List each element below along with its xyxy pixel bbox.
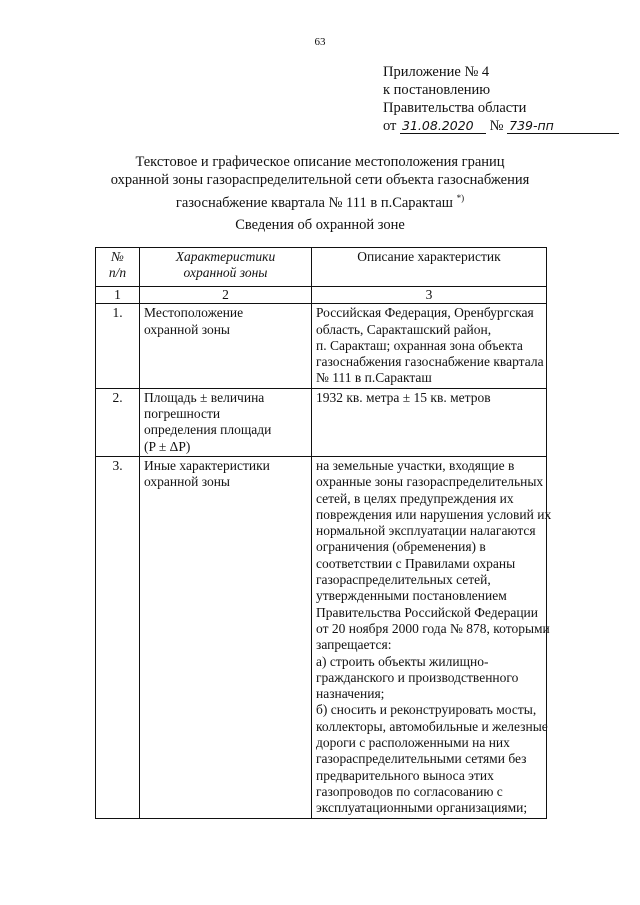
description-line: утвержденными постановлением [316,588,507,604]
description-line: назначения; [316,686,385,702]
handwritten-date: 31.08.2020 [400,119,486,134]
description-line: предварительного выноса этих [316,767,494,783]
table-row [96,304,547,388]
characteristic-line: Иные характеристики [144,457,270,473]
table-index-row [96,287,547,304]
description-line: газоснабжения газоснабжение квартала [316,354,544,370]
row-description [312,304,547,388]
from-label: от [383,118,397,134]
row-characteristic [140,388,312,456]
characteristic-line: Площадь ± величина [144,389,265,405]
description-line: нормальной эксплуатации налагаются [316,523,536,539]
row-description [312,388,547,456]
table-row [96,388,547,456]
description-line: Правительства Российской Федерации [316,604,538,620]
appendix-line-government: Правительства области [383,100,527,116]
description-line: охранные зоны газораспределительных [316,474,544,490]
title-line-3: газоснабжение квартала № 111 в п.Саракташ *) [175,193,465,211]
description-line: а) строить объекты жилищно- [316,653,489,669]
appendix-block [383,63,619,135]
characteristic-line: охранной зоны [144,474,231,490]
description-line: газораспределительных сетей, [316,572,491,588]
description-line: ограничения (обременения) в [316,539,486,555]
row-characteristic [140,304,312,388]
row-characteristic [140,456,312,818]
row-description [312,456,552,818]
row-number: 2. [96,388,140,456]
header-description: Описание характеристик [312,248,547,287]
description-line: сетей, в целях предупреждения их [316,490,514,506]
description-line: соответствии с Правилами охраны [316,555,516,571]
footnote-mark: *) [456,193,465,203]
description-line: гражданского и производственного [316,669,519,685]
description-line: от 20 ноября 2000 года № 878, которыми [316,620,550,636]
characteristic-line: Местоположение [144,305,244,321]
page-number: 63 [314,36,326,48]
description-line: запрещается: [316,637,392,653]
handwritten-number: 739-пп [507,119,619,134]
appendix-line-resolution: к постановлению [383,82,491,98]
appendix-date-line [383,117,619,135]
description-line: коллекторы, автомобильные и железные [316,718,548,734]
description-line: дороги с расположенными на них [316,735,510,751]
description-line: на земельные участки, входящие в [316,457,515,473]
row-number: 3. [96,456,140,818]
description-line: эксплуатационными организациями; [316,800,528,816]
header-characteristics: Характеристики охранной зоны [140,248,312,287]
table-header-row [96,248,547,287]
description-line: № 111 в п.Саракташ [316,370,432,386]
title-line-1: Текстовое и графическое описание местоположения границ [135,154,505,170]
header-num: № п/п [96,248,140,287]
appendix-title: Приложение № 4 [383,64,490,80]
index-cell: 2 [140,287,312,304]
index-cell: 3 [312,287,547,304]
section-title: Сведения об охранной зоне [235,217,405,233]
characteristic-line: (P ± ΔP) [144,438,191,454]
protection-zone-table [95,247,552,819]
row-number: 1. [96,304,140,388]
description-line: газопроводов по согласованию с [316,783,503,799]
description-line: п. Саракташ; охранная зона объекта [316,337,523,353]
index-cell: 1 [96,287,140,304]
number-label: № [489,118,504,134]
description-line: 1932 кв. метра ± 15 кв. метров [316,389,491,405]
document-title [0,153,640,212]
characteristic-line: охранной зоны [144,321,231,337]
description-line: б) сносить и реконструировать мосты, [316,702,537,718]
description-line: область, Саракташский район, [316,321,492,337]
description-line: повреждения или нарушения условий их [316,506,552,522]
characteristic-line: погрешности [144,406,221,422]
description-line: газораспределительными сетями без [316,751,527,767]
title-line-2: охранной зоны газораспределительной сети объекта газоснабжения [110,172,530,188]
description-line: Российская Федерация, Оренбургская [316,305,534,321]
characteristic-line: определения площади [144,422,272,438]
table-row [96,456,547,818]
